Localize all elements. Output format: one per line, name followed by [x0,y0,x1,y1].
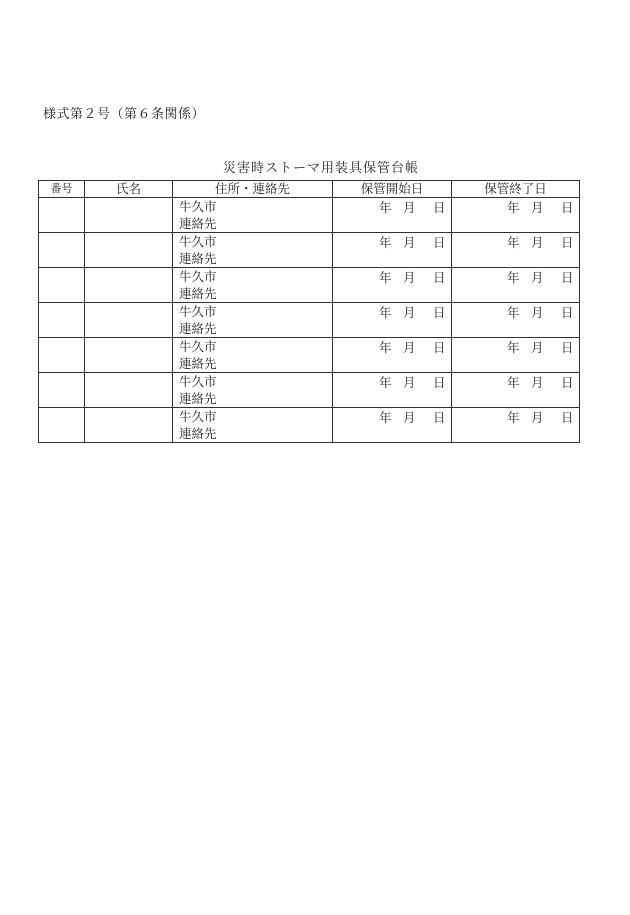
header-end-date: 保管終了日 [452,181,580,198]
table-row [39,373,580,408]
day-label: 日 [561,340,574,355]
contact-label: 連絡先 [179,251,217,266]
month-label: 月 [531,410,544,425]
month-label: 月 [531,235,544,250]
end-date-cell[interactable] [452,373,580,408]
day-label: 日 [433,200,446,215]
header-address: 住所・連絡先 [173,181,333,198]
month-label: 月 [403,235,416,250]
address-cell[interactable] [173,268,333,303]
name-cell[interactable] [85,268,173,303]
day-label: 日 [561,200,574,215]
day-label: 日 [433,235,446,250]
contact-label: 連絡先 [179,356,217,371]
end-date-cell[interactable] [452,338,580,373]
number-cell[interactable] [39,338,85,373]
start-date-cell[interactable] [333,338,452,373]
start-date-cell[interactable] [333,198,452,233]
month-label: 月 [403,375,416,390]
day-label: 日 [433,305,446,320]
day-label: 日 [561,305,574,320]
end-date-cell[interactable] [452,303,580,338]
year-label: 年 [379,270,392,285]
city-label: 牛久市 [179,199,217,214]
year-label: 年 [507,410,520,425]
month-label: 月 [403,340,416,355]
start-date-cell[interactable] [333,373,452,408]
year-label: 年 [507,375,520,390]
year-label: 年 [507,340,520,355]
name-cell[interactable] [85,198,173,233]
address-cell[interactable] [173,338,333,373]
address-cell[interactable] [173,303,333,338]
form-number: 様式第２号（第６条関係） [43,107,206,122]
name-cell[interactable] [85,373,173,408]
day-label: 日 [561,375,574,390]
name-cell[interactable] [85,303,173,338]
day-label: 日 [433,375,446,390]
month-label: 月 [531,200,544,215]
header-start-date: 保管開始日 [333,181,452,198]
start-date-cell[interactable] [333,408,452,443]
month-label: 月 [531,340,544,355]
number-cell[interactable] [39,268,85,303]
month-label: 月 [403,200,416,215]
header-number: 番号 [39,181,85,198]
address-cell[interactable] [173,233,333,268]
number-cell[interactable] [39,373,85,408]
contact-label: 連絡先 [179,321,217,336]
start-date-cell[interactable] [333,303,452,338]
contact-label: 連絡先 [179,391,217,406]
year-label: 年 [379,375,392,390]
name-cell[interactable] [85,233,173,268]
month-label: 月 [531,270,544,285]
city-label: 牛久市 [179,409,217,424]
table-header-row [39,181,580,198]
end-date-cell[interactable] [452,233,580,268]
city-label: 牛久市 [179,269,217,284]
number-cell[interactable] [39,303,85,338]
address-cell[interactable] [173,408,333,443]
month-label: 月 [531,305,544,320]
day-label: 日 [561,410,574,425]
number-cell[interactable] [39,198,85,233]
city-label: 牛久市 [179,304,217,319]
city-label: 牛久市 [179,339,217,354]
contact-label: 連絡先 [179,286,217,301]
table-row [39,303,580,338]
header-name: 氏名 [85,181,173,198]
month-label: 月 [403,270,416,285]
year-label: 年 [507,235,520,250]
day-label: 日 [433,340,446,355]
year-label: 年 [379,235,392,250]
contact-label: 連絡先 [179,426,217,441]
month-label: 月 [403,305,416,320]
storage-register-table [38,180,580,443]
table-row [39,233,580,268]
year-label: 年 [379,410,392,425]
table-row [39,198,580,233]
number-cell[interactable] [39,408,85,443]
day-label: 日 [433,410,446,425]
year-label: 年 [507,200,520,215]
day-label: 日 [561,235,574,250]
end-date-cell[interactable] [452,408,580,443]
city-label: 牛久市 [179,234,217,249]
address-cell[interactable] [173,198,333,233]
document-title: 災害時ストーマ用装具保管台帳 [222,161,419,176]
day-label: 日 [433,270,446,285]
end-date-cell[interactable] [452,198,580,233]
end-date-cell[interactable] [452,268,580,303]
year-label: 年 [379,200,392,215]
table-row [39,268,580,303]
name-cell[interactable] [85,338,173,373]
city-label: 牛久市 [179,374,217,389]
start-date-cell[interactable] [333,268,452,303]
start-date-cell[interactable] [333,233,452,268]
table-row [39,408,580,443]
address-cell[interactable] [173,373,333,408]
number-cell[interactable] [39,233,85,268]
name-cell[interactable] [85,408,173,443]
month-label: 月 [531,375,544,390]
year-label: 年 [507,305,520,320]
year-label: 年 [379,340,392,355]
month-label: 月 [403,410,416,425]
year-label: 年 [379,305,392,320]
day-label: 日 [561,270,574,285]
year-label: 年 [507,270,520,285]
table-row [39,338,580,373]
contact-label: 連絡先 [179,216,217,231]
